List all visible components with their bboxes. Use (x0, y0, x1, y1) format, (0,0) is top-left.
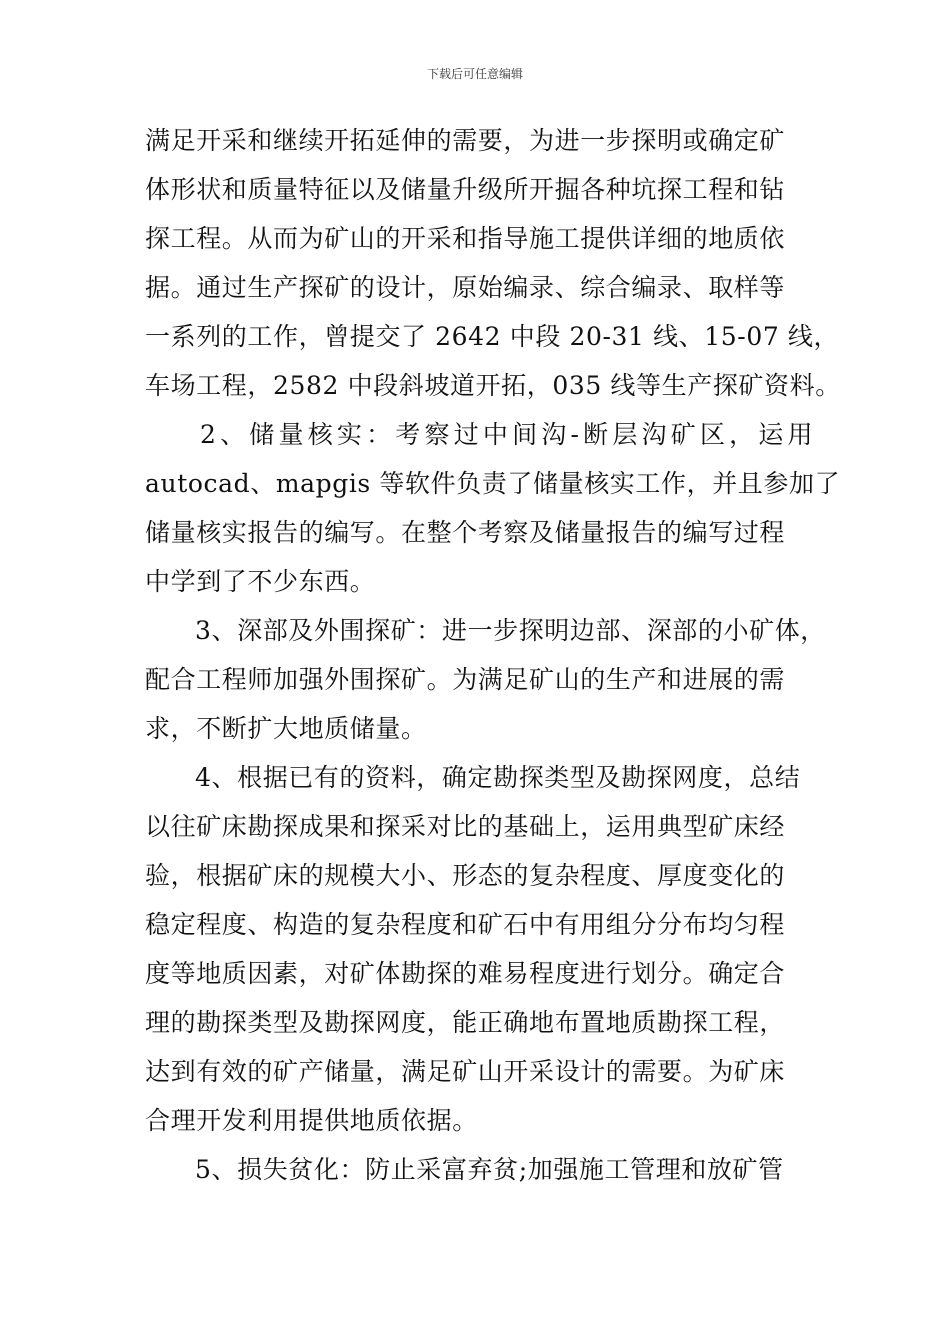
text-line: 一系列的工作，曾提交了 2642 中段 20-31 线、15-07 线， (145, 322, 840, 351)
text-line: 中学到了不少东西。 (145, 567, 376, 596)
text-line: 据。通过生产探矿的设计，原始编录、综合编录、取样等 (145, 273, 786, 302)
text-line: 理的勘探类型及勘探网度，能正确地布置地质勘探工程， (145, 1008, 786, 1037)
page-header-note: 下载后可任意编辑 (426, 67, 523, 81)
text-line: 探工程。从而为矿山的开采和指导施工提供详细的地质依 (145, 224, 786, 253)
text-line: 求，不断扩大地质储量。 (145, 714, 427, 743)
text-line: autocad、mapgis 等软件负责了储量核实工作，并且参加了 (145, 469, 841, 498)
text-line: 配合工程师加强外围探矿。为满足矿山的生产和进展的需 (145, 665, 786, 694)
text-line: 度等地质因素，对矿体勘探的难易程度进行划分。确定合 (145, 959, 786, 988)
text-line: 稳定程度、构造的复杂程度和矿石中有用组分分布均匀程 (145, 910, 786, 939)
paragraph-5-first-line: 5、损失贫化：防止采富弃贫;加强施工管理和放矿管 (195, 1155, 784, 1184)
paragraph-2-first-line: 2、储量核实：考察过中间沟-断层沟矿区，运用 (200, 420, 817, 449)
text-line: 以往矿床勘探成果和探采对比的基础上，运用典型矿床经 (145, 812, 786, 841)
text-line: 储量核实报告的编写。在整个考察及储量报告的编写过程 (145, 518, 786, 547)
text-line: 车场工程，2582 中段斜坡道开拓，035 线等生产探矿资料。 (145, 371, 841, 400)
text-line: 满足开采和继续开拓延伸的需要，为进一步探明或确定矿 (145, 126, 786, 155)
paragraph-3-first-line: 3、深部及外围探矿：进一步探明边部、深部的小矿体， (195, 616, 826, 645)
text-line: 体形状和质量特征以及储量升级所开掘各种坑探工程和钻 (145, 175, 786, 204)
text-line: 验，根据矿床的规模大小、形态的复杂程度、厚度变化的 (145, 861, 786, 890)
paragraph-4-first-line: 4、根据已有的资料，确定勘探类型及勘探网度，总结 (195, 763, 801, 792)
text-line: 合理开发利用提供地质依据。 (145, 1106, 478, 1135)
text-line: 达到有效的矿产储量，满足矿山开采设计的需要。为矿床 (145, 1057, 786, 1086)
document-body (145, 124, 841, 1202)
